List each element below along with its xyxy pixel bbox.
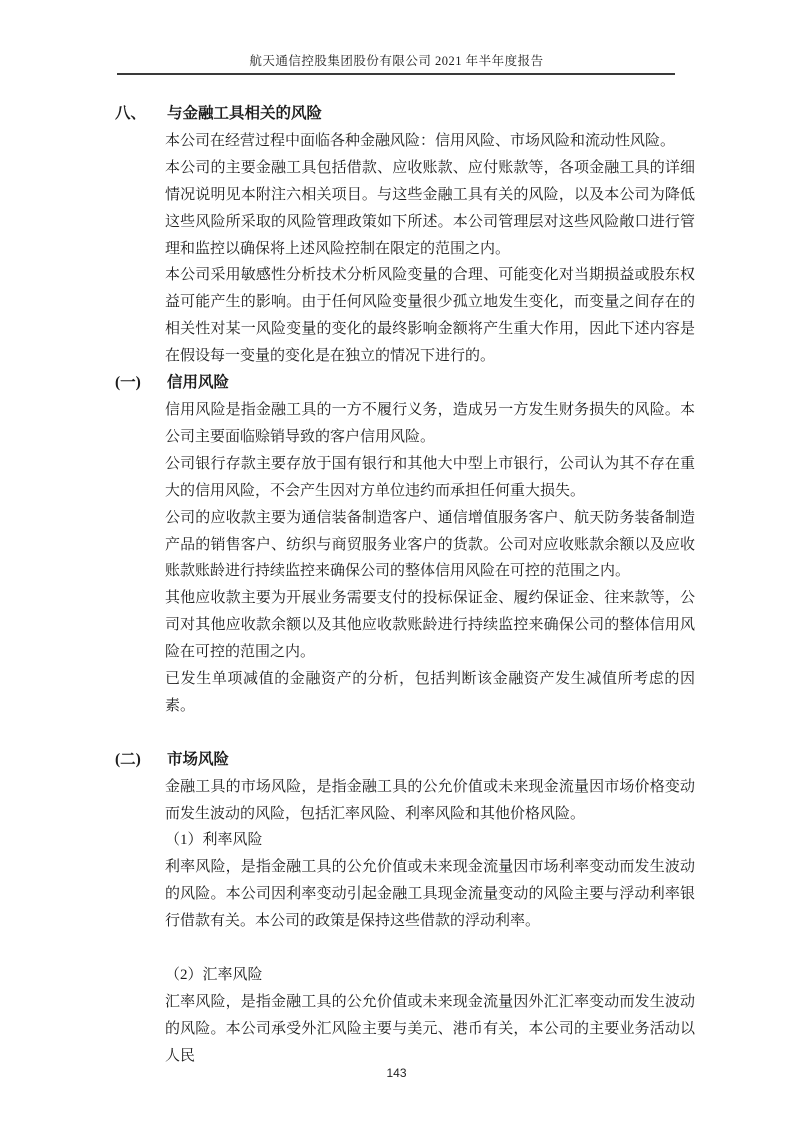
exchange-rate-risk-paragraph: 汇率风险，是指金融工具的公允价值或未来现金流量因外汇汇率变动而发生波动的风险。本公司承受外汇风险主要与美元、港币有关，本公司的主要业务活动以人民 (165, 993, 695, 1064)
subsection-number: (二) (115, 750, 141, 768)
credit-risk-paragraph: 已发生单项减值的金融资产的分析，包括判断该金融资产发生减值所考虑的因素。 (165, 671, 695, 714)
report-title: 航天通信控股集团股份有限公司 2021 年半年度报告 (249, 54, 544, 68)
intro-paragraph: 本公司在经营过程中面临各种金融风险：信用风险、市场风险和流动性风险。 (165, 132, 676, 149)
intro-paragraph: 本公司采用敏感性分析技术分析风险变量的合理、可能变化对当期损益或股东权益可能产生的影响。由于任何风险变量很少孤立地发生变化，而变量之间存在的相关性对某一风险变量的变化的最终影响金额将产生重大作用，因此下述内容是在假设每一变量的变化是在独立的情况下进行的。 (165, 267, 695, 365)
credit-risk-paragraph: 公司的应收款主要为通信装备制造客户、通信增值服务客户、航天防务装备制造产品的销售客户、纺织与商贸服务业客户的货款。公司对应收账款余额以及应收账款账龄进行持续监控来确保公司的整体信用风险在可控的范围之内。 (165, 509, 695, 580)
interest-rate-risk-paragraph: 利率风险，是指金融工具的公允价值或未来现金流量因市场利率变动而发生波动的风险。本公司因利率变动引起金融工具现金流量变动的风险主要与浮动利率银行借款有关。本公司的政策是保持这些借款的浮动利率。 (165, 859, 695, 930)
page-number: 143 (386, 1066, 407, 1080)
blank-line (115, 935, 710, 962)
section-title: 与金融工具相关的风险 (167, 105, 323, 122)
subsection-number: (一) (115, 374, 141, 392)
section-heading-financial-instrument-risk (115, 101, 710, 128)
interest-rate-risk-label: （1）利率风险 (165, 832, 263, 849)
subsection-title: 信用风险 (167, 374, 230, 392)
blank-line (115, 720, 710, 747)
subsection-heading-market-risk (115, 747, 710, 774)
header-divider (117, 73, 675, 75)
subsection-title: 市场风险 (167, 750, 230, 768)
page-content (0, 101, 710, 1070)
section-number: 八、 (115, 105, 147, 122)
market-risk-paragraph: 金融工具的市场风险，是指金融工具的公允价值或未来现金流量因市场价格变动而发生波动的风险，包括汇率风险、利率风险和其他价格风险。 (165, 778, 695, 822)
page-header (0, 0, 793, 75)
intro-paragraph: 本公司的主要金融工具包括借款、应收账款、应付账款等，各项金融工具的详细情况说明见本附注六相关项目。与这些金融工具有关的风险，以及本公司为降低这些风险所采取的风险管理政策如下所述。本公司管理层对这些风险敞口进行管理和监控以确保将上述风险控制在限定的范围之内。 (165, 159, 695, 257)
exchange-rate-risk-label: （2）汇率风险 (165, 966, 263, 983)
subsection-heading-credit-risk (115, 370, 710, 397)
credit-risk-paragraph: 其他应收款主要为开展业务需要支付的投标保证金、履约保证金、往来款等，公司对其他应收款余额以及其他应收款账龄进行持续监控来确保公司的整体信用风险在可控的范围之内。 (165, 590, 695, 661)
credit-risk-paragraph: 公司银行存款主要存放于国有银行和其他大中型上市银行，公司认为其不存在重大的信用风险，不会产生因对方单位违约而承担任何重大损失。 (165, 455, 695, 499)
credit-risk-paragraph: 信用风险是指金融工具的一方不履行义务，造成另一方发生财务损失的风险。本公司主要面临赊销导致的客户信用风险。 (165, 401, 695, 445)
